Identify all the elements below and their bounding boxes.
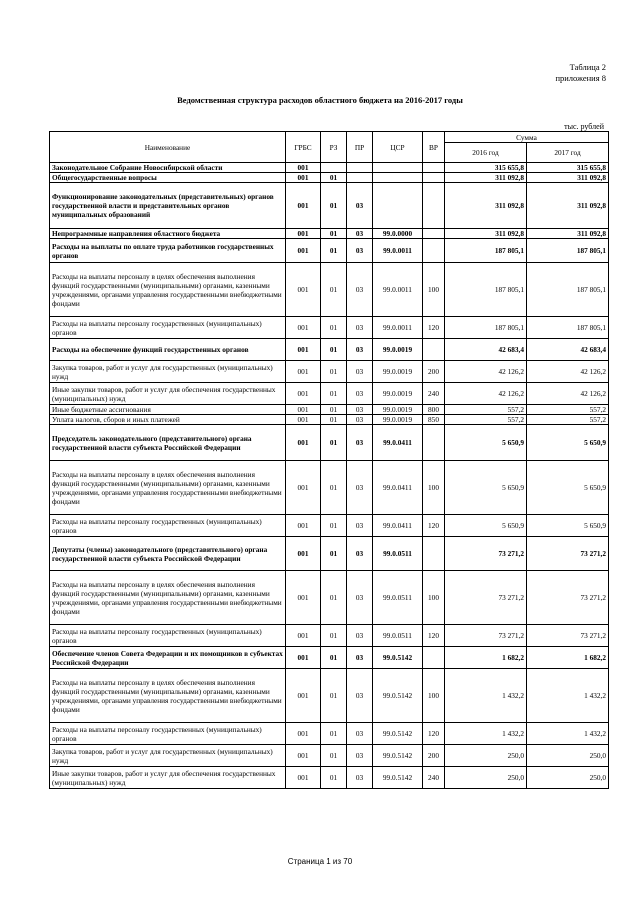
- cell-vr: [423, 183, 445, 229]
- cell-rz: [321, 163, 347, 173]
- column-header-rz: РЗ: [321, 132, 347, 163]
- cell-pr: 03: [347, 317, 373, 339]
- cell-2017: 557,2: [527, 415, 609, 425]
- cell-rz: 01: [321, 229, 347, 239]
- cell-2017: 557,2: [527, 405, 609, 415]
- cell-2016: 5 650,9: [445, 425, 527, 461]
- cell-grbs: 001: [286, 239, 321, 263]
- cell-rz: 01: [321, 183, 347, 229]
- cell-vr: 120: [423, 723, 445, 745]
- cell-csr: 99.0.0019: [373, 415, 423, 425]
- cell-grbs: 001: [286, 625, 321, 647]
- cell-vr: 850: [423, 415, 445, 425]
- cell-vr: 240: [423, 767, 445, 789]
- cell-pr: 03: [347, 229, 373, 239]
- cell-pr: 03: [347, 383, 373, 405]
- cell-grbs: 001: [286, 183, 321, 229]
- cell-name: Функционирование законодательных (представительных) органов государственной власти и представительных органов муниципальных образований: [50, 183, 286, 229]
- cell-grbs: 001: [286, 537, 321, 571]
- cell-grbs: 001: [286, 263, 321, 317]
- cell-name: Иные закупки товаров, работ и услуг для обеспечения государственных (муниципальных) нужд: [50, 767, 286, 789]
- cell-rz: 01: [321, 669, 347, 723]
- cell-2016: 315 655,8: [445, 163, 527, 173]
- cell-name: Депутаты (члены) законодательного (представительного) органа государственной власти субъекта Российской Федерации: [50, 537, 286, 571]
- table-row: [50, 515, 609, 537]
- cell-2017: 187 805,1: [527, 317, 609, 339]
- cell-rz: 01: [321, 745, 347, 767]
- cell-grbs: 001: [286, 461, 321, 515]
- cell-2017: 315 655,8: [527, 163, 609, 173]
- cell-vr: 100: [423, 263, 445, 317]
- units-label: тыс. рублей: [564, 122, 604, 131]
- cell-rz: 01: [321, 339, 347, 361]
- cell-pr: 03: [347, 647, 373, 669]
- cell-csr: 99.0.0411: [373, 461, 423, 515]
- cell-name: Расходы на выплаты персоналу государственных (муниципальных) органов: [50, 515, 286, 537]
- cell-name: Общегосударственные вопросы: [50, 173, 286, 183]
- column-header-sum: Сумма: [445, 132, 609, 143]
- cell-2016: 42 126,2: [445, 383, 527, 405]
- cell-csr: 99.0.0011: [373, 239, 423, 263]
- cell-csr: 99.0.5142: [373, 647, 423, 669]
- cell-2017: 5 650,9: [527, 425, 609, 461]
- cell-pr: 03: [347, 669, 373, 723]
- table-row: [50, 625, 609, 647]
- cell-2016: 1 682,2: [445, 647, 527, 669]
- cell-pr: 03: [347, 461, 373, 515]
- cell-vr: [423, 173, 445, 183]
- cell-grbs: 001: [286, 229, 321, 239]
- table-row: [50, 669, 609, 723]
- cell-vr: 240: [423, 383, 445, 405]
- cell-pr: [347, 173, 373, 183]
- cell-2017: 250,0: [527, 745, 609, 767]
- cell-name: Иные бюджетные ассигнования: [50, 405, 286, 415]
- cell-grbs: 001: [286, 415, 321, 425]
- column-header-2017: 2017 год: [527, 143, 609, 163]
- cell-name: Законодательное Собрание Новосибирской области: [50, 163, 286, 173]
- table-label: Таблица 2: [569, 62, 606, 72]
- cell-rz: 01: [321, 415, 347, 425]
- cell-grbs: 001: [286, 361, 321, 383]
- cell-2017: 73 271,2: [527, 537, 609, 571]
- cell-2017: 187 805,1: [527, 263, 609, 317]
- cell-pr: 03: [347, 183, 373, 229]
- cell-rz: 01: [321, 461, 347, 515]
- cell-csr: 99.0.0019: [373, 383, 423, 405]
- cell-vr: 120: [423, 515, 445, 537]
- cell-2017: 42 126,2: [527, 383, 609, 405]
- cell-csr: [373, 163, 423, 173]
- budget-table: [49, 131, 609, 789]
- table-row: [50, 183, 609, 229]
- cell-name: Непрограммные направления областного бюджета: [50, 229, 286, 239]
- table-row: [50, 767, 609, 789]
- cell-pr: 03: [347, 239, 373, 263]
- cell-name: Расходы на выплаты персоналу в целях обеспечения выполнения функций государственными (муниципальными) органами, казенными учреждениями, органами управления государственными внебюджетными фондами: [50, 461, 286, 515]
- cell-pr: 03: [347, 745, 373, 767]
- cell-csr: 99.0.0511: [373, 571, 423, 625]
- cell-2017: 73 271,2: [527, 571, 609, 625]
- cell-2016: 187 805,1: [445, 317, 527, 339]
- table-row: [50, 425, 609, 461]
- cell-name: Уплата налогов, сборов и иных платежей: [50, 415, 286, 425]
- appendix-label: приложения 8: [555, 73, 606, 83]
- column-header-pr: ПР: [347, 132, 373, 163]
- cell-grbs: 001: [286, 515, 321, 537]
- cell-name: Иные закупки товаров, работ и услуг для обеспечения государственных (муниципальных) нужд: [50, 383, 286, 405]
- cell-vr: 100: [423, 571, 445, 625]
- table-row: [50, 461, 609, 515]
- cell-vr: [423, 425, 445, 461]
- cell-grbs: 001: [286, 405, 321, 415]
- cell-name: Закупка товаров, работ и услуг для государственных (муниципальных) нужд: [50, 745, 286, 767]
- cell-2017: 1 682,2: [527, 647, 609, 669]
- cell-vr: 120: [423, 625, 445, 647]
- cell-csr: [373, 173, 423, 183]
- table-row: [50, 263, 609, 317]
- cell-rz: 01: [321, 263, 347, 317]
- cell-name: Расходы на выплаты персоналу государственных (муниципальных) органов: [50, 317, 286, 339]
- cell-csr: 99.0.5142: [373, 767, 423, 789]
- cell-2016: 250,0: [445, 745, 527, 767]
- cell-name: Расходы на выплаты по оплате труда работников государственных органов: [50, 239, 286, 263]
- table-row: [50, 415, 609, 425]
- cell-grbs: 001: [286, 317, 321, 339]
- cell-pr: 03: [347, 767, 373, 789]
- table-reference: [555, 62, 606, 84]
- cell-csr: 99.0.0011: [373, 317, 423, 339]
- cell-2016: 42 683,4: [445, 339, 527, 361]
- cell-2016: 187 805,1: [445, 239, 527, 263]
- table-row: [50, 339, 609, 361]
- cell-2016: 1 432,2: [445, 669, 527, 723]
- table-row: [50, 317, 609, 339]
- cell-grbs: 001: [286, 647, 321, 669]
- column-header-name: Наименование: [50, 132, 286, 163]
- cell-vr: 200: [423, 361, 445, 383]
- cell-name: Председатель законодательного (представительного) органа государственной власти субъекта Российской Федерации: [50, 425, 286, 461]
- cell-rz: 01: [321, 767, 347, 789]
- cell-grbs: 001: [286, 339, 321, 361]
- cell-2016: 5 650,9: [445, 515, 527, 537]
- cell-vr: [423, 339, 445, 361]
- cell-vr: 800: [423, 405, 445, 415]
- cell-2016: 311 092,8: [445, 183, 527, 229]
- cell-2017: 5 650,9: [527, 461, 609, 515]
- page-number: Страница 1 из 70: [287, 857, 353, 866]
- cell-2016: 311 092,8: [445, 229, 527, 239]
- cell-vr: 100: [423, 669, 445, 723]
- table-row: [50, 405, 609, 415]
- table-row: [50, 383, 609, 405]
- table-row: [50, 229, 609, 239]
- cell-2016: 73 271,2: [445, 571, 527, 625]
- table-body: [50, 163, 609, 789]
- cell-grbs: 001: [286, 723, 321, 745]
- cell-2016: 311 092,8: [445, 173, 527, 183]
- cell-vr: 120: [423, 317, 445, 339]
- column-header-grbs: ГРБС: [286, 132, 321, 163]
- cell-2016: 5 650,9: [445, 461, 527, 515]
- cell-vr: [423, 647, 445, 669]
- cell-csr: 99.0.0000: [373, 229, 423, 239]
- cell-csr: 99.0.0011: [373, 263, 423, 317]
- cell-pr: 03: [347, 425, 373, 461]
- cell-rz: 01: [321, 425, 347, 461]
- cell-2016: 557,2: [445, 405, 527, 415]
- cell-pr: 03: [347, 723, 373, 745]
- cell-grbs: 001: [286, 669, 321, 723]
- column-header-2016: 2016 год: [445, 143, 527, 163]
- table-row: [50, 239, 609, 263]
- cell-name: Расходы на выплаты персоналу в целях обеспечения выполнения функций государственными (муниципальными) органами, казенными учреждениями, органами управления государственными внебюджетными фондами: [50, 263, 286, 317]
- cell-vr: [423, 163, 445, 173]
- cell-vr: 100: [423, 461, 445, 515]
- cell-name: Закупка товаров, работ и услуг для государственных (муниципальных) нужд: [50, 361, 286, 383]
- cell-csr: 99.0.0511: [373, 537, 423, 571]
- cell-rz: 01: [321, 515, 347, 537]
- table-row: [50, 173, 609, 183]
- table-row: [50, 537, 609, 571]
- cell-name: Расходы на выплаты персоналу в целях обеспечения выполнения функций государственными (муниципальными) органами, казенными учреждениями, органами управления государственными внебюджетными фондами: [50, 669, 286, 723]
- cell-pr: 03: [347, 515, 373, 537]
- table-row: [50, 571, 609, 625]
- cell-rz: 01: [321, 625, 347, 647]
- cell-grbs: 001: [286, 571, 321, 625]
- cell-2016: 557,2: [445, 415, 527, 425]
- cell-2017: 311 092,8: [527, 173, 609, 183]
- cell-vr: [423, 239, 445, 263]
- cell-csr: 99.0.0411: [373, 515, 423, 537]
- cell-vr: [423, 537, 445, 571]
- cell-name: Расходы на выплаты персоналу государственных (муниципальных) органов: [50, 625, 286, 647]
- cell-2017: 1 432,2: [527, 723, 609, 745]
- cell-pr: 03: [347, 537, 373, 571]
- cell-vr: 200: [423, 745, 445, 767]
- table-row: [50, 163, 609, 173]
- cell-2017: 73 271,2: [527, 625, 609, 647]
- cell-pr: 03: [347, 405, 373, 415]
- cell-csr: 99.0.0019: [373, 339, 423, 361]
- column-header-csr: ЦСР: [373, 132, 423, 163]
- cell-vr: [423, 229, 445, 239]
- cell-csr: 99.0.5142: [373, 745, 423, 767]
- cell-pr: 03: [347, 339, 373, 361]
- cell-pr: 03: [347, 571, 373, 625]
- cell-pr: 03: [347, 263, 373, 317]
- cell-csr: 99.0.0511: [373, 625, 423, 647]
- cell-2016: 73 271,2: [445, 537, 527, 571]
- cell-2016: 187 805,1: [445, 263, 527, 317]
- cell-2016: 73 271,2: [445, 625, 527, 647]
- cell-2017: 5 650,9: [527, 515, 609, 537]
- cell-2017: 311 092,8: [527, 183, 609, 229]
- cell-2017: 311 092,8: [527, 229, 609, 239]
- table-row: [50, 723, 609, 745]
- cell-rz: 01: [321, 647, 347, 669]
- cell-2017: 1 432,2: [527, 669, 609, 723]
- cell-csr: 99.0.0019: [373, 361, 423, 383]
- table-row: [50, 745, 609, 767]
- cell-grbs: 001: [286, 173, 321, 183]
- document-title: Ведомственная структура расходов областного бюджета на 2016-2017 годы: [177, 95, 463, 105]
- cell-name: Расходы на выплаты персоналу в целях обеспечения выполнения функций государственными (муниципальными) органами, казенными учреждениями, органами управления государственными внебюджетными фондами: [50, 571, 286, 625]
- cell-grbs: 001: [286, 163, 321, 173]
- cell-rz: 01: [321, 239, 347, 263]
- cell-grbs: 001: [286, 767, 321, 789]
- cell-pr: 03: [347, 361, 373, 383]
- cell-rz: 01: [321, 571, 347, 625]
- cell-grbs: 001: [286, 383, 321, 405]
- cell-rz: 01: [321, 405, 347, 415]
- cell-csr: [373, 183, 423, 229]
- table-row: [50, 361, 609, 383]
- cell-name: Обеспечение членов Совета Федерации и их помощников в субъектах Российской Федерации: [50, 647, 286, 669]
- cell-rz: 01: [321, 537, 347, 571]
- cell-rz: 01: [321, 173, 347, 183]
- cell-2017: 250,0: [527, 767, 609, 789]
- cell-2017: 187 805,1: [527, 239, 609, 263]
- cell-csr: 99.0.5142: [373, 723, 423, 745]
- cell-2016: 250,0: [445, 767, 527, 789]
- cell-grbs: 001: [286, 745, 321, 767]
- cell-rz: 01: [321, 317, 347, 339]
- cell-2016: 1 432,2: [445, 723, 527, 745]
- cell-rz: 01: [321, 361, 347, 383]
- cell-2016: 42 126,2: [445, 361, 527, 383]
- cell-rz: 01: [321, 383, 347, 405]
- cell-pr: [347, 163, 373, 173]
- cell-2017: 42 683,4: [527, 339, 609, 361]
- cell-grbs: 001: [286, 425, 321, 461]
- table-row: [50, 647, 609, 669]
- column-header-vr: ВР: [423, 132, 445, 163]
- cell-csr: 99.0.0411: [373, 425, 423, 461]
- cell-rz: 01: [321, 723, 347, 745]
- cell-2017: 42 126,2: [527, 361, 609, 383]
- cell-pr: 03: [347, 415, 373, 425]
- cell-name: Расходы на обеспечение функций государственных органов: [50, 339, 286, 361]
- cell-csr: 99.0.5142: [373, 669, 423, 723]
- cell-name: Расходы на выплаты персоналу государственных (муниципальных) органов: [50, 723, 286, 745]
- cell-csr: 99.0.0019: [373, 405, 423, 415]
- cell-pr: 03: [347, 625, 373, 647]
